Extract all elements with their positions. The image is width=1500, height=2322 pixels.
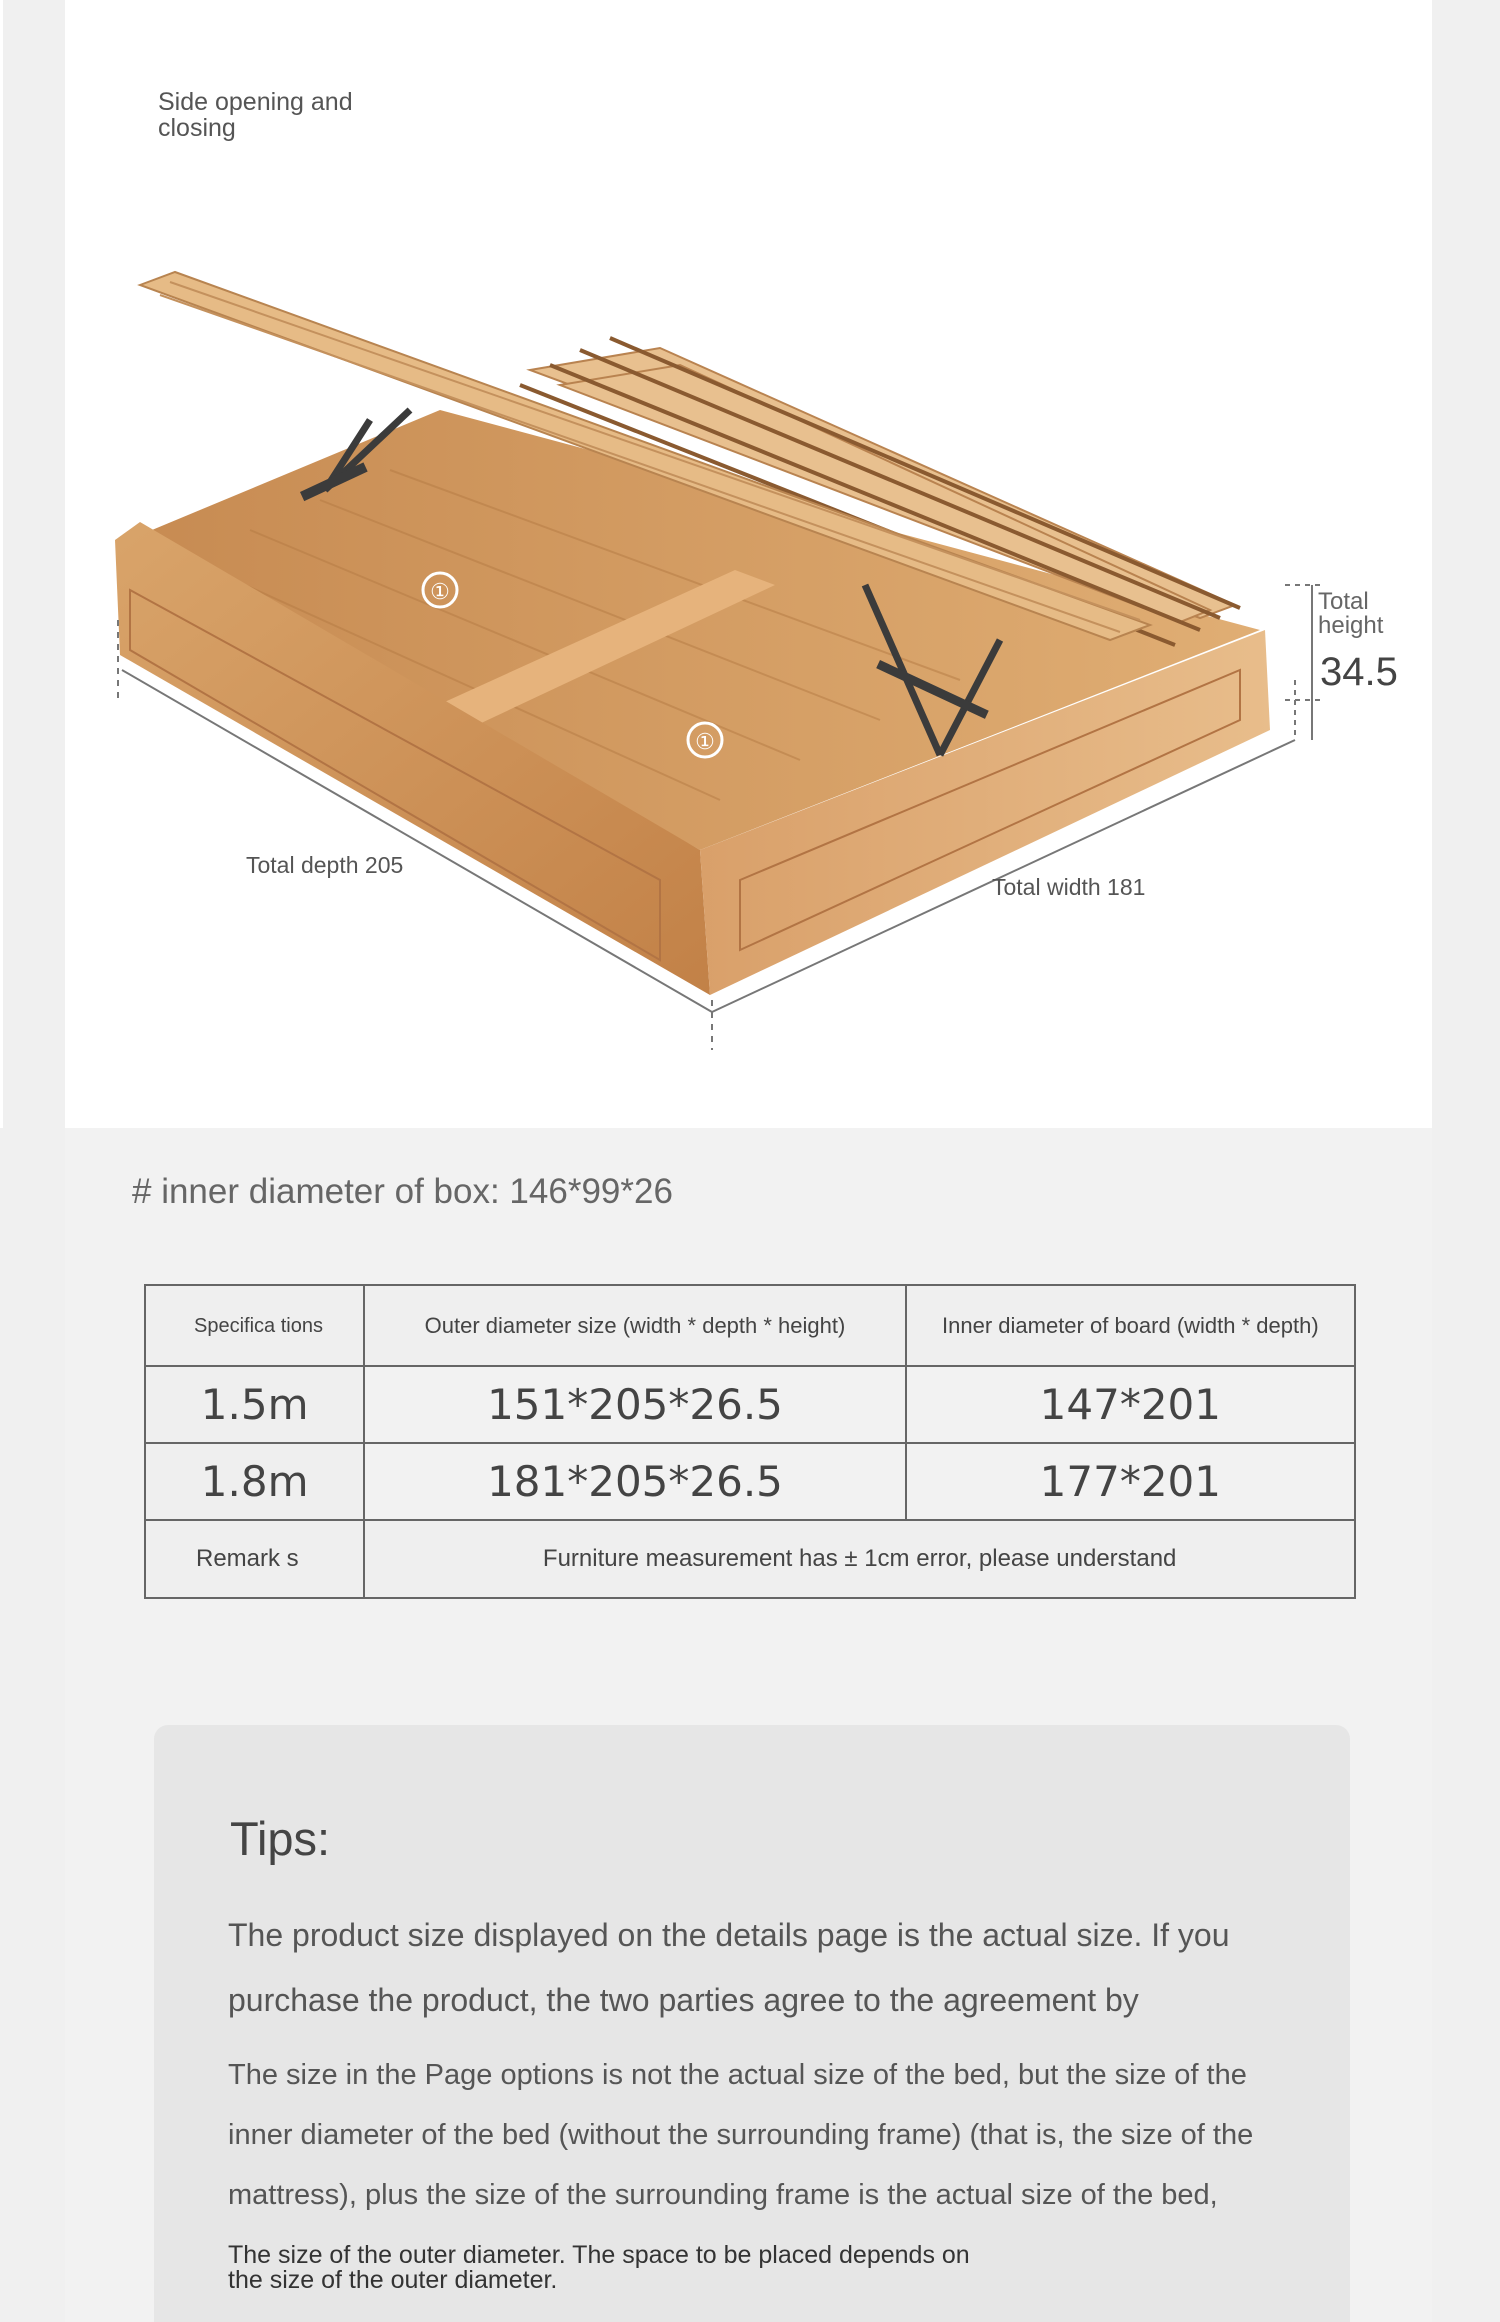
table-header-row <box>145 1285 1355 1366</box>
total-depth-label: Total depth 205 <box>246 852 404 878</box>
side-opening-caption: Side opening and closing <box>158 88 353 142</box>
total-height-label: Total height <box>1318 588 1384 639</box>
tips-paragraph-1: The product size displayed on the details page is the actual size. If you purchase the product, the two parties agree to the agreement by <box>228 1917 1230 2018</box>
header-cell-outer-size: Outer diameter size (width * depth * height) <box>364 1285 905 1366</box>
tips-card <box>154 1725 1350 2322</box>
remark-label-cell: Remark s <box>145 1520 364 1598</box>
outer-size-cell: 181*205*26.5 <box>364 1443 905 1520</box>
table-row <box>145 1366 1355 1443</box>
storage-bed-illustration <box>100 260 1420 1060</box>
svg-text:①: ① <box>695 729 715 754</box>
left-gutter <box>0 0 3 1128</box>
header-cell-specifications: Specifica tions <box>145 1285 364 1366</box>
total-height-value: 34.5 <box>1320 650 1398 694</box>
svg-text:①: ① <box>430 579 450 604</box>
spec-cell: 1.8m <box>145 1443 364 1520</box>
outer-size-cell: 151*205*26.5 <box>364 1366 905 1443</box>
table-row <box>145 1443 1355 1520</box>
tips-title: Tips: <box>230 1812 331 1865</box>
remark-text-cell: Furniture measurement has ± 1cm error, please understand <box>364 1520 1355 1598</box>
inner-size-cell: 177*201 <box>906 1443 1355 1520</box>
header-cell-inner-size: Inner diameter of board (width * depth) <box>906 1285 1355 1366</box>
inner-size-cell: 147*201 <box>906 1366 1355 1443</box>
spec-table <box>144 1284 1356 1599</box>
spec-cell: 1.5m <box>145 1366 364 1443</box>
tips-paragraph-2: The size in the Page options is not the actual size of the bed, but the size of the inner diameter of the bed (without the surrounding frame) (that is, the size of the mattress), plus the size of the surrounding frame is the actual size of the bed, <box>228 2059 1254 2211</box>
tips-paragraph-3: The size of the outer diameter. The space to be placed depends on the size of the outer diameter. <box>228 2241 970 2294</box>
inner-diameter-heading: # inner diameter of box: 146*99*26 <box>132 1172 673 1211</box>
remark-row <box>145 1520 1355 1598</box>
total-width-label: Total width 181 <box>992 874 1146 900</box>
